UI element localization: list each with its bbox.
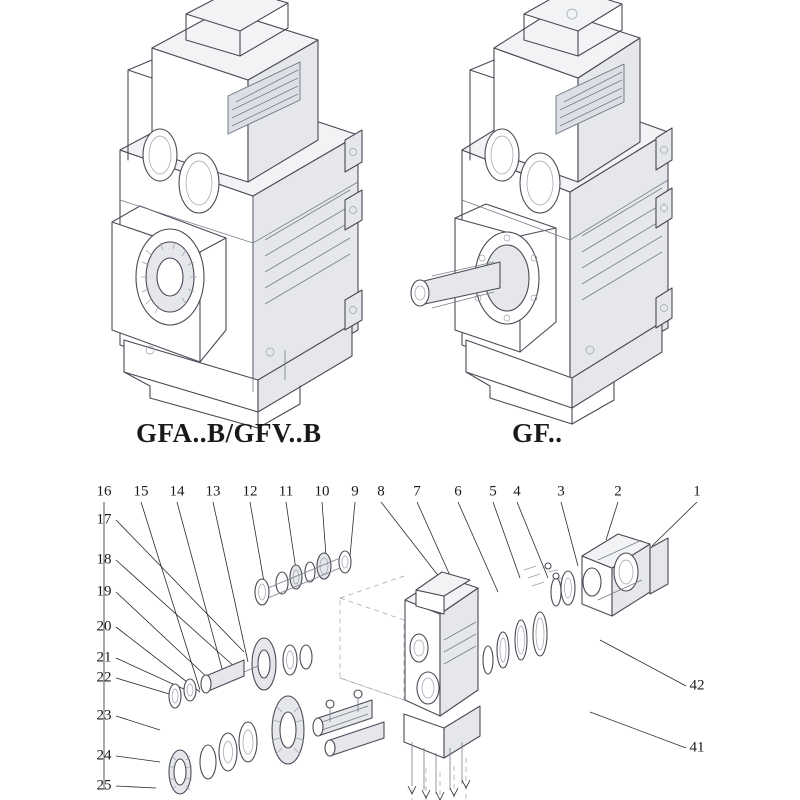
callout-number: 19	[96, 583, 112, 600]
callout-number: 22	[96, 669, 112, 686]
callout-number: 21	[96, 649, 112, 666]
callout-number: 20	[96, 618, 112, 635]
callout-number: 9	[351, 483, 359, 500]
callout-number: 42	[689, 677, 705, 694]
callout-number: 41	[689, 739, 705, 756]
callout-number: 11	[278, 483, 294, 500]
callout-number: 8	[377, 483, 385, 500]
callout-number: 14	[169, 483, 185, 500]
gearbox-left-view	[112, 0, 362, 428]
caption-gfa-gfv: GFA..B/GFV..B	[136, 418, 322, 448]
callout-number: 3	[557, 483, 565, 500]
callout-number: 17	[96, 511, 112, 528]
callout-number: 7	[413, 483, 421, 500]
callout-number: 15	[133, 483, 149, 500]
exploded-output-gear-group	[169, 690, 384, 794]
callout-number: 2	[614, 483, 622, 500]
caption-gf: GF..	[512, 418, 563, 448]
callout-number: 1	[693, 483, 701, 500]
callout-number: 16	[96, 483, 112, 500]
callout-number: 5	[489, 483, 497, 500]
callout-number: 6	[454, 483, 462, 500]
callout-number: 13	[205, 483, 221, 500]
callout-number: 24	[96, 747, 112, 764]
callout-number: 18	[96, 551, 112, 568]
exploded-assembly-view	[104, 502, 697, 800]
exploded-motor-adapter	[483, 534, 668, 674]
exploded-input-shaft-group	[255, 551, 351, 605]
callout-number: 12	[242, 483, 258, 500]
callout-number: 4	[513, 483, 521, 500]
exploded-housing	[340, 572, 480, 794]
callout-number: 25	[96, 777, 112, 794]
callout-number: 10	[314, 483, 330, 500]
gearbox-right-view	[411, 0, 672, 424]
callout-number: 23	[96, 707, 112, 724]
